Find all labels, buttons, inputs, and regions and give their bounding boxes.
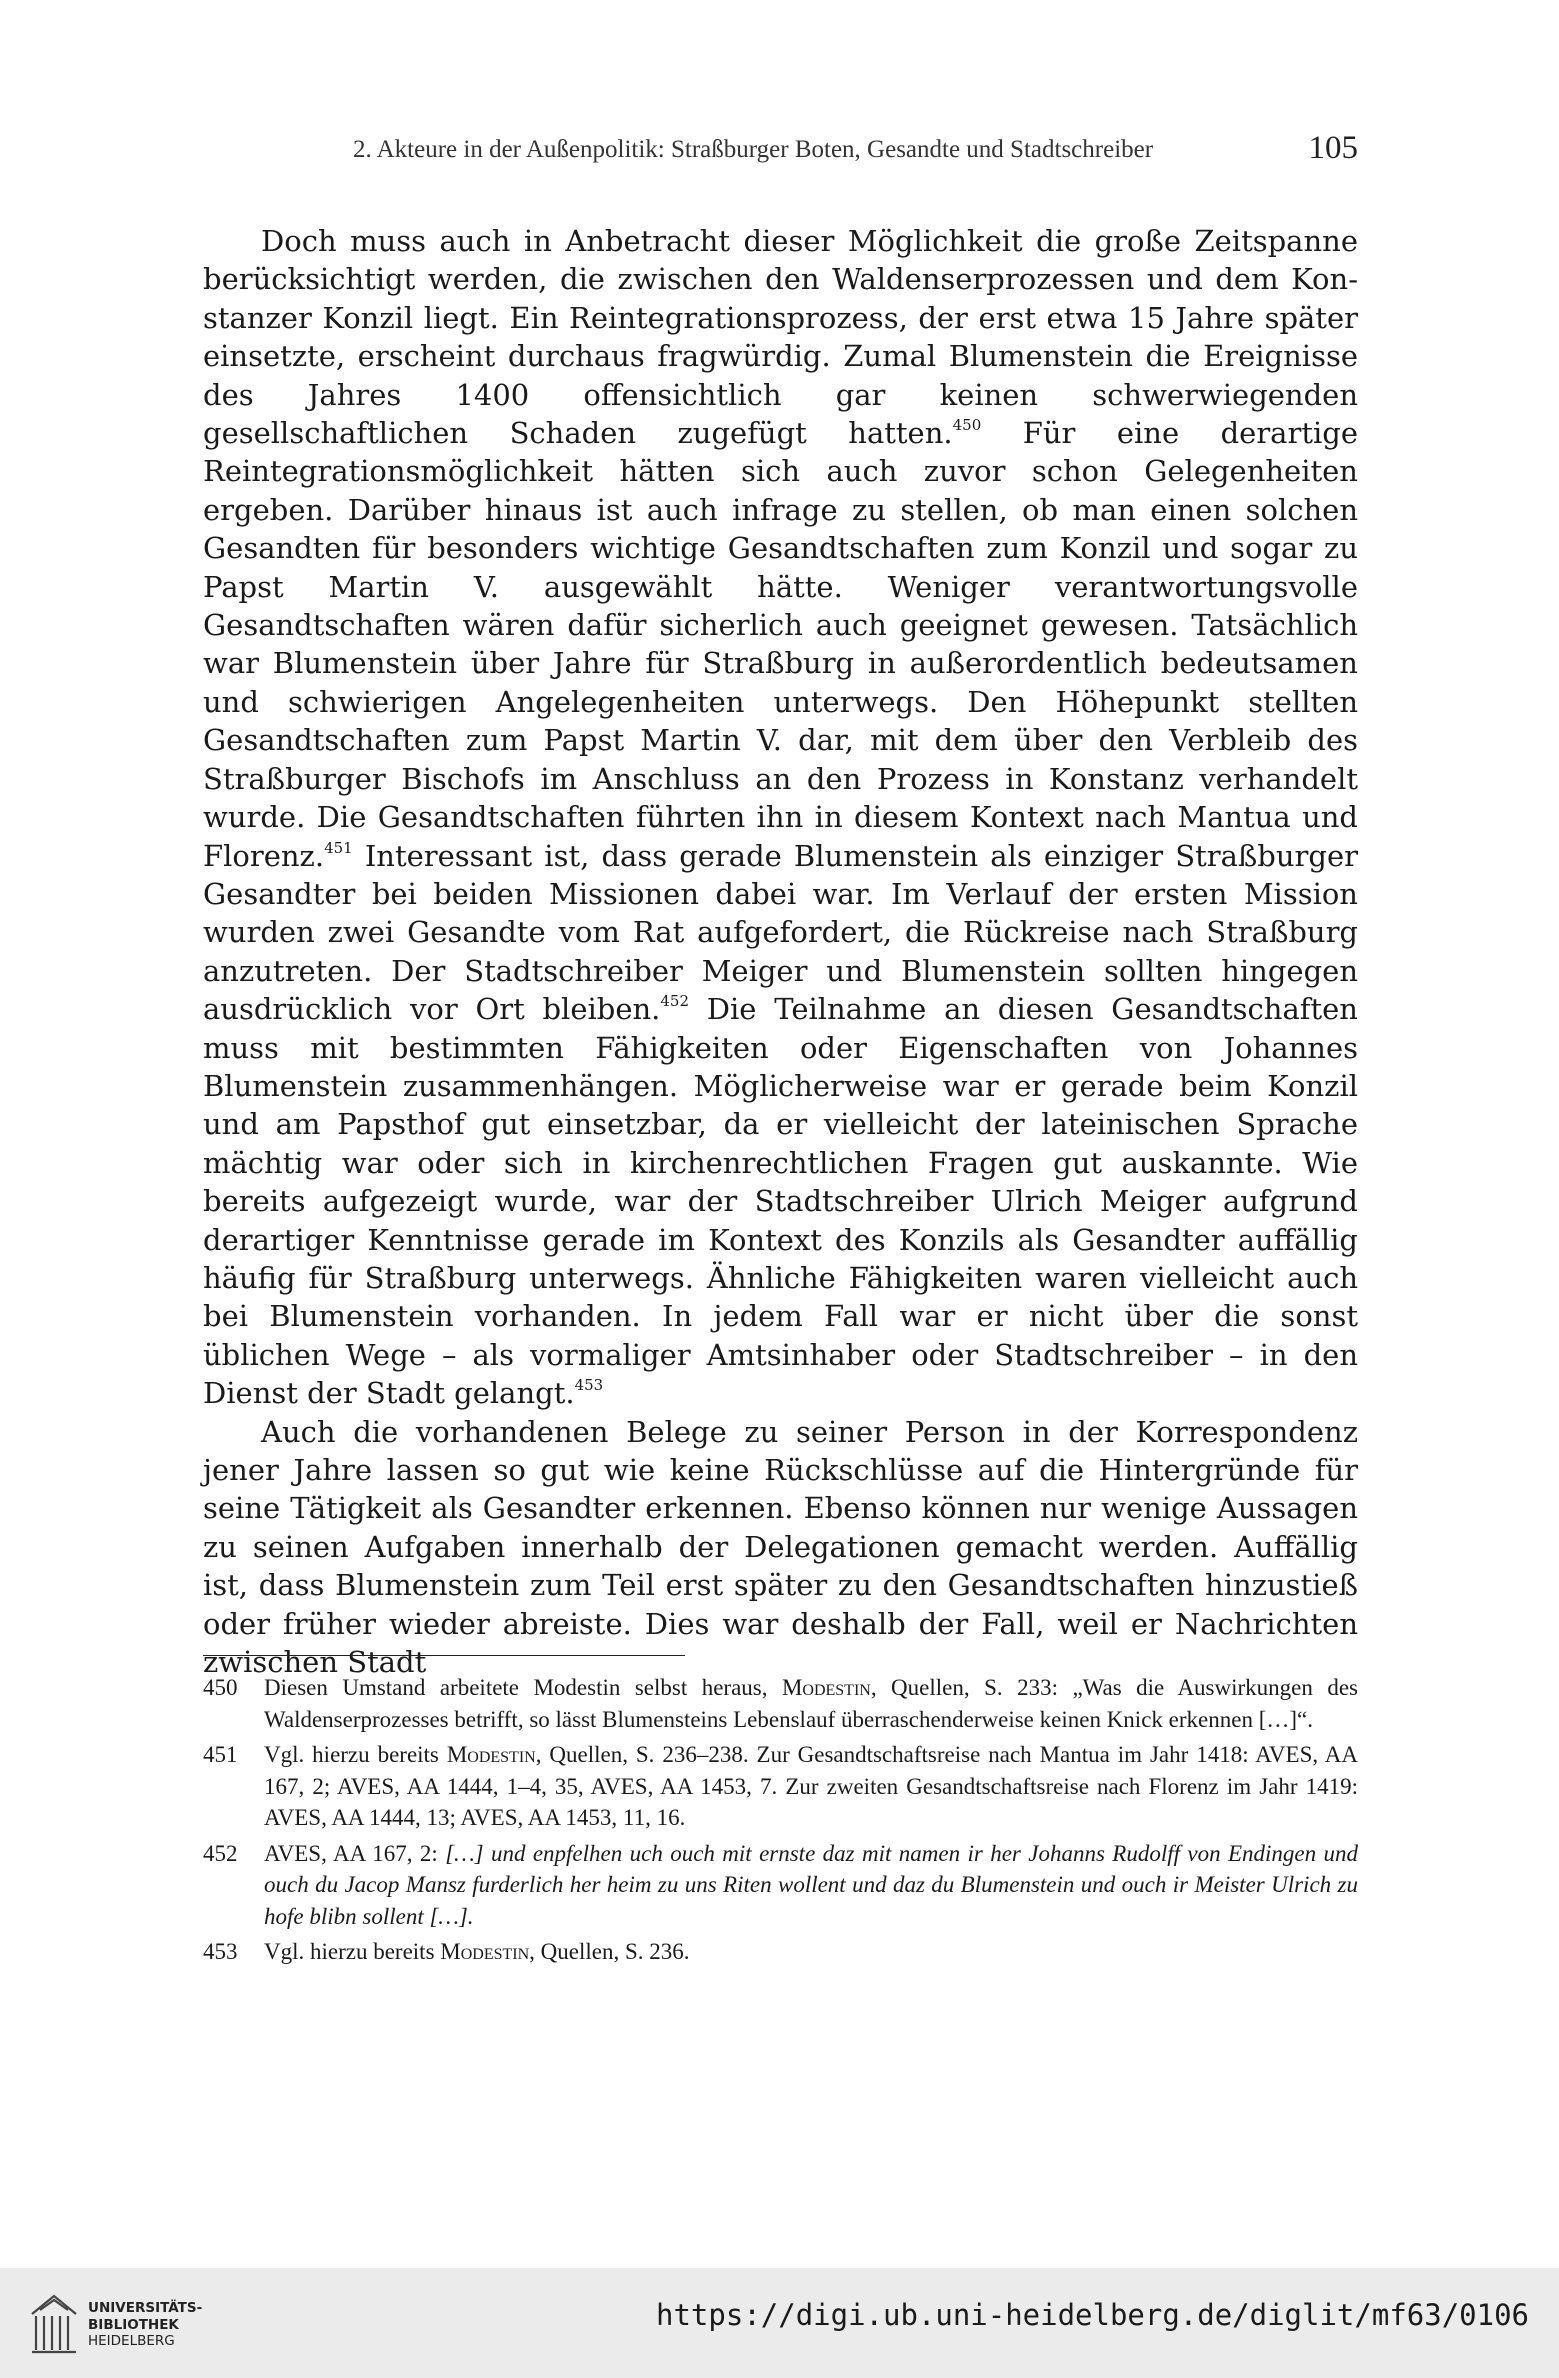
footnote-text-part: , Quellen, S. 236. xyxy=(529,1939,690,1964)
paragraph-2: Auch die vorhandenen Belege zu seiner Person in der Korrespondenz jener Jahre lassen so gut wie keine Rückschlüsse auf die Hintergründe für seine Tätigkeit als Gesandter erkennen. Ebenso können nur wenige Aussagen zu seinen Aufgaben innerhalb der Delegationen gemacht werden. Auffällig ist, dass Blumenstein zum Teil erst später zu den Gesandtschaften hinzustieß oder früher wieder abreiste. Dies war deshalb der Fall, weil er Nachrichten zwischen Stadt xyxy=(203,1414,1358,1680)
paragraph-1-part-3: Interessant ist, dass gerade Blumenstein als einziger Straßburger Gesandter bei beiden Missionen dabei war. Im Verlauf der ersten Mission wurden zwei Gesandte vom Rat aufgefordert, die Rückreise nach Straßburg anzutreten. Der Stadtschreiber Meiger und Blumenstein sollten hingegen ausdrücklich vor Ort bleiben. xyxy=(203,838,1358,1027)
logo-line-3: HEIDELBERG xyxy=(88,2333,175,2349)
paragraph-1-part-1: Doch muss auch in Anbetracht dieser Möglichkeit die große Zeitspanne berücksichtigt werden, die zwischen den Waldenserprozessen und dem Konstanzer Konzil liegt. Ein Reintegrationsprozess, der erst etwa 15 Jahre später einsetzte, erscheint durchaus fragwürdig. Zumal Blumenstein die Ereignisse des Jahres 1400 offensichtlich gar keinen schwerwiegenden gesellschaftlichen Schaden zugefügt hatten. xyxy=(203,224,1358,451)
footnote-text-part: , Quellen, S. 236–238. Zur Gesandtschaftsreise nach Mantua im Jahr 1418: AVES, AA 167, 2; AVES, AA 1444, 1–4, 35, AVES, AA 1453, 7. Zur zweiten Gesandtschaftsreise nach Florenz im Jahr 1419: AVES, AA 1444, 13; AVES, AA 1453, 11, 16. xyxy=(264,1742,1358,1830)
footnote-text xyxy=(264,1936,1358,1968)
footnote-ref-453[interactable]: 453 xyxy=(574,1376,604,1395)
paragraph-1-part-2: Für eine derartige Reintegrationsmöglichkeit hätten sich auch zuvor schon Gelegenheiten ergeben. Darüber hinaus ist auch infrage zu stellen, ob man einen solchen Gesandten für besonders wichtige Gesandtschaften zum Konzil und sogar zu Papst Martin V. ausgewählt hätte. Weniger verantwortungsvolle Gesandtschaften wären dafür sicherlich auch geeignet gewesen. Tatsächlich war Blumenstein über Jahre für Straßburg in außerordentlich bedeutsamen und schwierigen Angelegenheiten unterwegs. Den Höhepunkt stellten Gesandtschaften zum Papst Martin V. dar, mit dem über den Verbleib des Straßburger Bischofs im Anschluss an den Prozess in Konstanz verhandelt wurde. Die Gesandtschaften führten ihn in diesem Kontext nach Mantua und Florenz. xyxy=(203,416,1358,873)
footnote-450 xyxy=(203,1672,1358,1735)
library-building-icon xyxy=(28,2292,80,2356)
footnote-text xyxy=(264,1672,1358,1735)
library-logo-text xyxy=(88,2300,202,2350)
paragraph-1 xyxy=(203,222,1358,1413)
footnote-text-part: , Quellen, S. 233: „Was die Auswirkungen des Waldenserprozesses betrifft, so lässt Blumensteins Lebenslauf überraschenderweise keinen Knick erkennen […]“. xyxy=(264,1675,1359,1732)
footnote-text-part: Vgl. hierzu bereits xyxy=(264,1742,447,1767)
footnote-number: 451 xyxy=(203,1742,238,1767)
footnote-number: 453 xyxy=(203,1939,238,1964)
source-quote: […] und enpfelhen uch ouch mit ernste daz mit namen ir her Johanns Rudolff von Endingen und ouch du Jacop Mansz furderlich her heim zu uns Riten wollent und daz du Blumenstein und ouch ir Meister Ulrich zu hofe blibn sollent […]. xyxy=(264,1840,1358,1929)
footer-bar xyxy=(0,2268,1559,2378)
paragraph-1-part-4: Die Teilnahme an diesen Gesandtschaften muss mit bestimmten Fähigkeiten oder Eigenschaften von Johannes Blumenstein zusammenhängen. Möglicherweise war er gerade beim Konzil und am Papsthof gut einsetzbar, da er vielleicht der lateinischen Sprache mächtig war oder sich in kirchenrechtlichen Fragen gut auskannte. Wie bereits aufgezeigt wurde, war der Stadtschreiber Ulrich Meiger aufgrund derartiger Kenntnisse gerade im Kontext des Konzils als Gesandter auffällig häufig für Straßburg unterwegs. Ähnliche Fähigkeiten waren vielleicht auch bei Blumenstein vorhanden. In jedem Fall war er nicht über die sonst üblichen Wege – als vormaliger Amtsinhaber oder Stadtschreiber – in den Dienst der Stadt gelangt. xyxy=(203,992,1358,1411)
author-name: Modestin xyxy=(446,1742,536,1767)
footnote-text xyxy=(264,1739,1358,1834)
footnote-ref-451[interactable]: 451 xyxy=(324,838,353,857)
page-header xyxy=(203,130,1358,174)
footnote-451 xyxy=(203,1739,1358,1834)
footnotes xyxy=(203,1672,1358,1972)
footnote-452 xyxy=(203,1838,1358,1933)
footnote-text xyxy=(264,1838,1358,1933)
library-logo[interactable] xyxy=(28,2288,203,2360)
footnote-text-part: Diesen Umstand arbeitete Modestin selbst heraus, xyxy=(264,1675,782,1700)
footnote-number: 450 xyxy=(203,1675,238,1700)
footnote-number: 452 xyxy=(203,1840,238,1866)
footnote-text-part: AVES, AA 167, 2: xyxy=(264,1840,446,1866)
author-name: Modestin xyxy=(781,1675,871,1700)
footnote-separator xyxy=(203,1655,685,1656)
page-number: 105 xyxy=(1308,130,1358,166)
source-url-link[interactable]: https://digi.ub.uni-heidelberg.de/diglit/mf63/0106 xyxy=(656,2298,1529,2332)
footnote-ref-452[interactable]: 452 xyxy=(660,992,690,1011)
logo-line-1: UNIVERSITÄTS- xyxy=(88,2300,203,2316)
logo-line-2: BIBLIOTHEK xyxy=(88,2316,179,2333)
footnote-ref-450[interactable]: 450 xyxy=(952,416,982,435)
main-text xyxy=(203,222,1358,1681)
footnote-text-part: Vgl. hierzu bereits xyxy=(264,1939,441,1964)
running-title: 2. Akteure in der Außenpolitik: Straßburger Boten, Gesandte und Stadtschreiber xyxy=(353,136,1154,163)
author-name: Modestin xyxy=(440,1939,530,1964)
footnote-453 xyxy=(203,1936,1358,1968)
